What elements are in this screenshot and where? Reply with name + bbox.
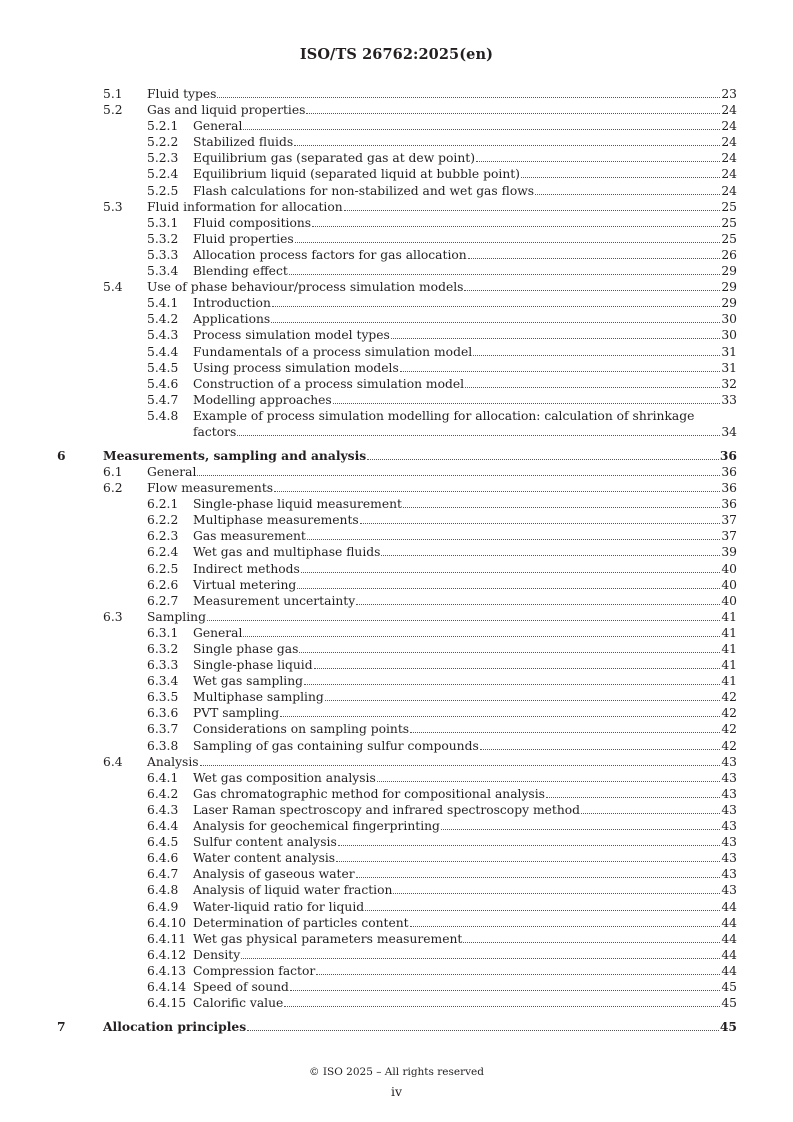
toc-page: 25 [721, 199, 737, 214]
dot-leader [581, 802, 720, 814]
toc-title: Analysis of gaseous water [193, 867, 355, 882]
toc-page: 45 [721, 979, 737, 994]
toc-title: Equilibrium liquid (separated liquid at bubble point) [193, 167, 520, 182]
toc-title: Indirect methods [193, 561, 300, 576]
toc-number: 6.4.13 [147, 963, 187, 978]
dot-leader [367, 448, 719, 460]
toc-page: 32 [721, 376, 737, 391]
dot-leader [297, 577, 720, 589]
dot-leader [217, 86, 720, 98]
toc-number: 6.2.5 [147, 561, 179, 576]
toc-number: 6.4.10 [147, 915, 187, 930]
toc-entry-6-4-13[interactable] [0, 963, 793, 979]
toc-title: Wet gas and multiphase fluids [193, 545, 381, 560]
toc-title: General [193, 625, 243, 640]
toc-title: Allocation process factors for gas allocation [193, 247, 467, 262]
toc-entry-5-4-8[interactable] [0, 408, 793, 440]
toc-title: Compression factor [193, 963, 316, 978]
toc-entry-6-4-15[interactable] [0, 995, 793, 1011]
toc-title: General [193, 119, 243, 134]
toc-entry-6-2-5[interactable] [0, 561, 793, 577]
dot-leader [400, 360, 721, 372]
toc-entry-5-2[interactable] [0, 102, 793, 118]
toc-entry-6-2-7[interactable] [0, 593, 793, 609]
toc-title: Analysis for geochemical fingerprinting [193, 819, 440, 834]
dot-leader [381, 544, 720, 556]
toc-title: Sampling [147, 609, 206, 624]
toc-title-line1: Example of process simulation modelling for allocation: calculation of shrinkage [193, 408, 695, 423]
toc-entry-6-1[interactable] [0, 464, 793, 480]
toc-title: Fluid compositions [193, 215, 312, 230]
toc-number: 6.2.6 [147, 577, 179, 592]
toc-title: Single phase gas [193, 642, 299, 656]
dot-leader [325, 689, 721, 701]
toc-entry-5-3[interactable] [0, 199, 793, 215]
toc-page: 24 [721, 103, 737, 118]
toc-page: 24 [721, 119, 737, 134]
toc-entry-6-3[interactable] [0, 609, 793, 625]
toc-page: 24 [721, 183, 737, 198]
toc-page: 44 [721, 915, 737, 930]
spacer [0, 1011, 793, 1019]
toc-title: Wet gas physical parameters measurement [193, 931, 463, 946]
toc-number: 5.2.1 [147, 119, 179, 134]
toc-entry-6-2-2[interactable] [0, 512, 793, 528]
dot-leader [464, 279, 720, 291]
toc-title: Introduction [193, 296, 271, 311]
toc-title: Considerations on sampling points [193, 722, 410, 737]
dot-leader [333, 392, 721, 404]
dot-leader [307, 528, 721, 540]
toc-number: 5.1 [103, 87, 123, 101]
toc-number: 6.3.6 [147, 706, 179, 721]
toc-entry-6-4-11[interactable] [0, 931, 793, 947]
toc-title: Gas measurement [193, 529, 306, 544]
toc-number: 5.4.8 [147, 408, 179, 423]
toc-page: 36 [721, 497, 737, 512]
toc-title: Fundamentals of a process simulation model [193, 344, 473, 359]
dot-leader [314, 657, 721, 669]
toc-page: 43 [721, 867, 737, 882]
dot-leader [247, 1019, 719, 1031]
toc-page: 41 [721, 658, 737, 673]
toc-number: 5.4.2 [147, 312, 179, 327]
toc-entry-6-3-4[interactable] [0, 673, 793, 689]
toc-page: 34 [721, 424, 737, 439]
toc-number: 5.3.3 [147, 247, 179, 262]
toc-page: 43 [721, 802, 737, 817]
toc-number: 6.3.1 [147, 625, 179, 640]
dot-leader [197, 464, 720, 476]
copyright-notice: © ISO 2025 – All rights reserved [309, 1066, 484, 1078]
dot-leader [480, 738, 721, 750]
toc-number: 6.4.1 [147, 770, 179, 785]
toc-page: 44 [721, 963, 737, 978]
toc-page: 29 [721, 264, 737, 279]
toc-number: 6.4.2 [147, 786, 179, 801]
toc-number: 6.3.7 [147, 722, 179, 737]
toc-entry-5-2-2[interactable] [0, 134, 793, 150]
dot-leader [299, 641, 720, 653]
toc-title: Speed of sound [193, 979, 289, 994]
dot-leader [301, 561, 720, 573]
toc-entry-5-4-3[interactable] [0, 327, 793, 343]
toc-page: 44 [721, 931, 737, 946]
toc-title: Analysis [147, 754, 199, 769]
dot-leader [306, 102, 720, 114]
dot-leader [441, 818, 720, 830]
toc-number: 5.2.4 [147, 167, 179, 182]
toc-title: Allocation principles [103, 1019, 247, 1035]
toc-page: 30 [721, 328, 737, 343]
dot-leader [338, 834, 721, 846]
toc-page: 43 [721, 770, 737, 785]
toc-number: 6 [57, 447, 66, 463]
dot-leader [271, 311, 720, 323]
toc-entry-6-4-5[interactable] [0, 834, 793, 850]
toc-number: 5.4.1 [147, 296, 179, 311]
dot-leader [207, 609, 720, 621]
toc-page: 39 [721, 545, 737, 560]
toc-title: Density [193, 947, 241, 962]
toc-page: 43 [721, 754, 737, 769]
toc-page: 30 [721, 312, 737, 327]
toc-number: 6.3.4 [147, 674, 179, 689]
dot-leader [463, 931, 720, 943]
toc-number: 6.4.14 [147, 979, 187, 994]
toc-entry-5-4-2[interactable] [0, 311, 793, 327]
toc-entry-6-2[interactable] [0, 480, 793, 496]
dot-leader [360, 512, 721, 524]
toc-title: Sampling of gas containing sulfur compounds [193, 738, 479, 753]
toc-number: 5.2.2 [147, 135, 179, 150]
toc-number: 7 [57, 1019, 66, 1035]
toc-title: Calorific value [193, 996, 284, 1011]
toc-page: 42 [721, 722, 737, 737]
toc-number: 6.3.5 [147, 690, 179, 705]
dot-leader [391, 327, 720, 339]
toc-page: 44 [721, 947, 737, 962]
toc-number: 5.2.5 [147, 183, 179, 198]
dot-leader [289, 263, 721, 275]
toc-entry-6-3-6[interactable] [0, 705, 793, 721]
toc-number: 5.4.7 [147, 392, 179, 407]
toc-title: Gas chromatographic method for compositional analysis [193, 786, 545, 801]
dot-leader [468, 247, 721, 259]
toc-title: Fluid types [147, 87, 217, 101]
toc-page: 43 [721, 835, 737, 850]
toc-title: Equilibrium gas (separated gas at dew point) [193, 151, 476, 166]
toc-number: 6.2.4 [147, 545, 179, 560]
toc-entry-6-2-1[interactable] [0, 496, 793, 512]
toc-entry-5-4-4[interactable] [0, 344, 793, 360]
toc-number: 5.3.2 [147, 231, 179, 246]
toc-entry-6-2-3[interactable] [0, 528, 793, 544]
toc-number: 6.2 [103, 481, 123, 496]
toc-page: 41 [721, 609, 737, 624]
dot-leader [465, 376, 720, 388]
toc-title: Using process simulation models [193, 360, 399, 375]
toc-number: 6.4.15 [147, 996, 187, 1011]
toc-title: Single-phase liquid measurement [193, 497, 402, 512]
toc-entry-5-3-1[interactable] [0, 215, 793, 231]
toc-page: 41 [721, 642, 737, 656]
toc-number: 6.4.4 [147, 819, 179, 834]
dot-leader [393, 882, 720, 894]
toc-entry-5-2-1[interactable] [0, 118, 793, 134]
toc-entry-5-3-2[interactable] [0, 231, 793, 247]
toc-page: 33 [721, 392, 737, 407]
toc-page: 37 [721, 513, 737, 528]
toc-page: 25 [721, 231, 737, 246]
page-number: iv [390, 1084, 403, 1099]
toc-title-line2: factors [193, 424, 237, 439]
toc-entry-6-4-1[interactable] [0, 770, 793, 786]
toc-entry-5-2-3[interactable] [0, 150, 793, 166]
toc-entry-6-3-7[interactable] [0, 721, 793, 737]
toc-entry-6-3-8[interactable] [0, 738, 793, 754]
toc-page: 31 [721, 344, 737, 359]
toc-entry-5-4-6[interactable] [0, 376, 793, 392]
toc-entry-6-2-4[interactable] [0, 544, 793, 560]
toc-number: 6.3 [103, 609, 123, 624]
toc-number: 5.2 [103, 103, 123, 118]
dot-leader [241, 947, 720, 959]
toc-page: 23 [721, 87, 737, 101]
toc-title: Applications [193, 312, 271, 327]
dot-leader [410, 915, 721, 927]
toc-title: Use of phase behaviour/process simulation models [147, 280, 464, 295]
dot-leader [476, 150, 720, 162]
toc-page: 31 [721, 360, 737, 375]
toc-title: Wet gas sampling [193, 674, 304, 689]
toc-page: 42 [721, 690, 737, 705]
dot-leader [272, 295, 720, 307]
toc-number: 5.4 [103, 280, 123, 295]
dot-leader [200, 754, 721, 766]
toc-entry-6-4-9[interactable] [0, 899, 793, 915]
toc-entry-6-4-4[interactable] [0, 818, 793, 834]
dot-leader [410, 721, 720, 733]
toc-number: 6.4.3 [147, 802, 179, 817]
dot-leader [365, 899, 720, 911]
dot-leader [294, 134, 720, 146]
dot-leader [243, 118, 720, 130]
toc-entry-6-4-8[interactable] [0, 882, 793, 898]
toc-title: PVT sampling [193, 706, 280, 721]
toc-title: Process simulation model types [193, 328, 390, 343]
toc-number: 5.3.4 [147, 264, 179, 279]
toc-page: 41 [721, 674, 737, 689]
toc-page: 41 [721, 625, 737, 640]
toc-number: 6.1 [103, 464, 123, 479]
toc-entry-7[interactable] [0, 1019, 793, 1035]
dot-leader [344, 199, 721, 211]
toc-entry-5-2-4[interactable] [0, 166, 793, 182]
toc-title: Sulfur content analysis [193, 835, 337, 850]
toc-title: Flow measurements [147, 481, 274, 496]
toc-entry-6-3-2[interactable] [0, 641, 793, 657]
dot-leader [312, 215, 720, 227]
document-header: ISO/TS 26762:2025(en) [299, 46, 494, 63]
toc-number: 6.4.7 [147, 867, 179, 882]
toc-title: Stabilized fluids [193, 135, 294, 150]
toc-title: Modelling approaches [193, 392, 332, 407]
toc-title: Construction of a process simulation model [193, 376, 465, 391]
toc-title: Blending effect [193, 264, 288, 279]
spacer [0, 440, 793, 448]
toc-page: 43 [721, 786, 737, 801]
toc-title: Water content analysis [193, 851, 336, 866]
toc-entry-5-4-7[interactable] [0, 392, 793, 408]
toc-entry-5-3-4[interactable] [0, 263, 793, 279]
toc-title: Fluid properties [193, 231, 294, 246]
dot-leader [316, 963, 720, 975]
toc-entry-6[interactable] [0, 448, 793, 464]
dot-leader [304, 673, 720, 685]
toc-title: Single-phase liquid [193, 658, 313, 673]
toc-number: 6.4.9 [147, 899, 179, 914]
toc-page: 24 [721, 151, 737, 166]
toc-page: 43 [721, 819, 737, 834]
toc-entry-5-1[interactable] [0, 86, 793, 102]
dot-leader [521, 166, 720, 178]
toc-number: 6.2.2 [147, 513, 179, 528]
toc-entry-5-3-3[interactable] [0, 247, 793, 263]
toc-entry-6-4-10[interactable] [0, 915, 793, 931]
dot-leader [280, 705, 720, 717]
toc-entry-6-3-5[interactable] [0, 689, 793, 705]
toc-number: 5.4.3 [147, 328, 179, 343]
toc-title: Water-liquid ratio for liquid [193, 899, 365, 914]
dot-leader [290, 979, 720, 991]
toc-entry-6-4[interactable] [0, 754, 793, 770]
toc-entry-6-3-1[interactable] [0, 625, 793, 641]
dot-leader [237, 424, 720, 436]
toc-entry-6-4-7[interactable] [0, 866, 793, 882]
toc-page: 24 [721, 135, 737, 150]
toc-page: 40 [721, 593, 737, 608]
toc-page: 45 [721, 996, 737, 1011]
toc-number: 5.4.5 [147, 360, 179, 375]
toc-title: Multiphase measurements [193, 513, 359, 528]
toc-page: 24 [721, 167, 737, 182]
toc-title: Wet gas composition analysis [193, 770, 376, 785]
toc-number: 5.4.4 [147, 344, 179, 359]
toc-page: 42 [721, 738, 737, 753]
dot-leader [356, 866, 721, 878]
toc-number: 6.3.8 [147, 738, 179, 753]
toc-number: 6.4.12 [147, 947, 187, 962]
toc-number: 6.4.5 [147, 835, 179, 850]
toc-page: 26 [721, 247, 737, 262]
dot-leader [377, 770, 721, 782]
toc-entry-5-2-5[interactable] [0, 183, 793, 199]
dot-leader [356, 593, 720, 605]
toc-title: Measurement uncertainty [193, 593, 356, 608]
dot-leader [473, 344, 720, 356]
toc-page: 40 [721, 561, 737, 576]
toc-page: 40 [721, 577, 737, 592]
toc-entry-6-2-6[interactable] [0, 577, 793, 593]
toc-title: Fluid information for allocation [147, 199, 343, 214]
dot-leader [546, 786, 720, 798]
toc-title: Laser Raman spectroscopy and infrared spectroscopy method [193, 802, 581, 817]
toc-title: Measurements, sampling and analysis [103, 447, 367, 463]
toc-page: 37 [721, 529, 737, 544]
toc-number: 6.2.1 [147, 497, 179, 512]
toc-title: Flash calculations for non-stabilized and wet gas flows [193, 183, 535, 198]
dot-leader [535, 183, 720, 195]
toc-page: 25 [721, 215, 737, 230]
toc-page: 44 [721, 899, 737, 914]
toc-page: 42 [721, 706, 737, 721]
toc-title: Determination of particles content [193, 915, 409, 930]
toc-title: Multiphase sampling [193, 690, 324, 705]
toc-page: 45 [719, 1019, 737, 1035]
toc-page: 36 [719, 447, 737, 463]
toc-number: 6.2.3 [147, 529, 179, 544]
toc-number: 6.4.8 [147, 883, 179, 898]
toc-page: 43 [721, 851, 737, 866]
toc-title: Gas and liquid properties [147, 103, 306, 118]
toc-page: 43 [721, 883, 737, 898]
toc-number: 5.3 [103, 199, 123, 214]
toc-number: 6.4.6 [147, 851, 179, 866]
toc-entry-6-4-14[interactable] [0, 979, 793, 995]
dot-leader [284, 995, 720, 1007]
toc-entry-6-4-12[interactable] [0, 947, 793, 963]
toc-page: 29 [721, 280, 737, 295]
toc-entry-5-4-5[interactable] [0, 360, 793, 376]
toc-number: 5.3.1 [147, 215, 179, 230]
toc-title: Virtual metering [193, 577, 297, 592]
toc-title: General [147, 464, 197, 479]
toc-number: 6.4 [103, 754, 123, 769]
toc-entry-5-4[interactable] [0, 279, 793, 295]
toc-number: 6.4.11 [147, 931, 187, 946]
toc-entry-5-4-1[interactable] [0, 295, 793, 311]
toc-number: 6.2.7 [147, 593, 179, 608]
toc-page: 29 [721, 296, 737, 311]
toc-entry-6-4-3[interactable] [0, 802, 793, 818]
toc-number: 5.2.3 [147, 151, 179, 166]
dot-leader [274, 480, 720, 492]
toc-number: 6.3.3 [147, 658, 179, 673]
toc-number: 5.4.6 [147, 376, 179, 391]
toc-number: 6.3.2 [147, 642, 179, 656]
toc-title: Analysis of liquid water fraction [193, 883, 393, 898]
toc-page: 36 [721, 481, 737, 496]
toc-page: 36 [721, 464, 737, 479]
toc-entry-6-3-3[interactable] [0, 657, 793, 673]
dot-leader [295, 231, 721, 243]
dot-leader [336, 850, 720, 862]
toc-entry-6-4-2[interactable] [0, 786, 793, 802]
dot-leader [243, 625, 720, 637]
toc-entry-6-4-6[interactable] [0, 850, 793, 866]
dot-leader [403, 496, 720, 508]
table-of-contents [0, 86, 793, 1035]
